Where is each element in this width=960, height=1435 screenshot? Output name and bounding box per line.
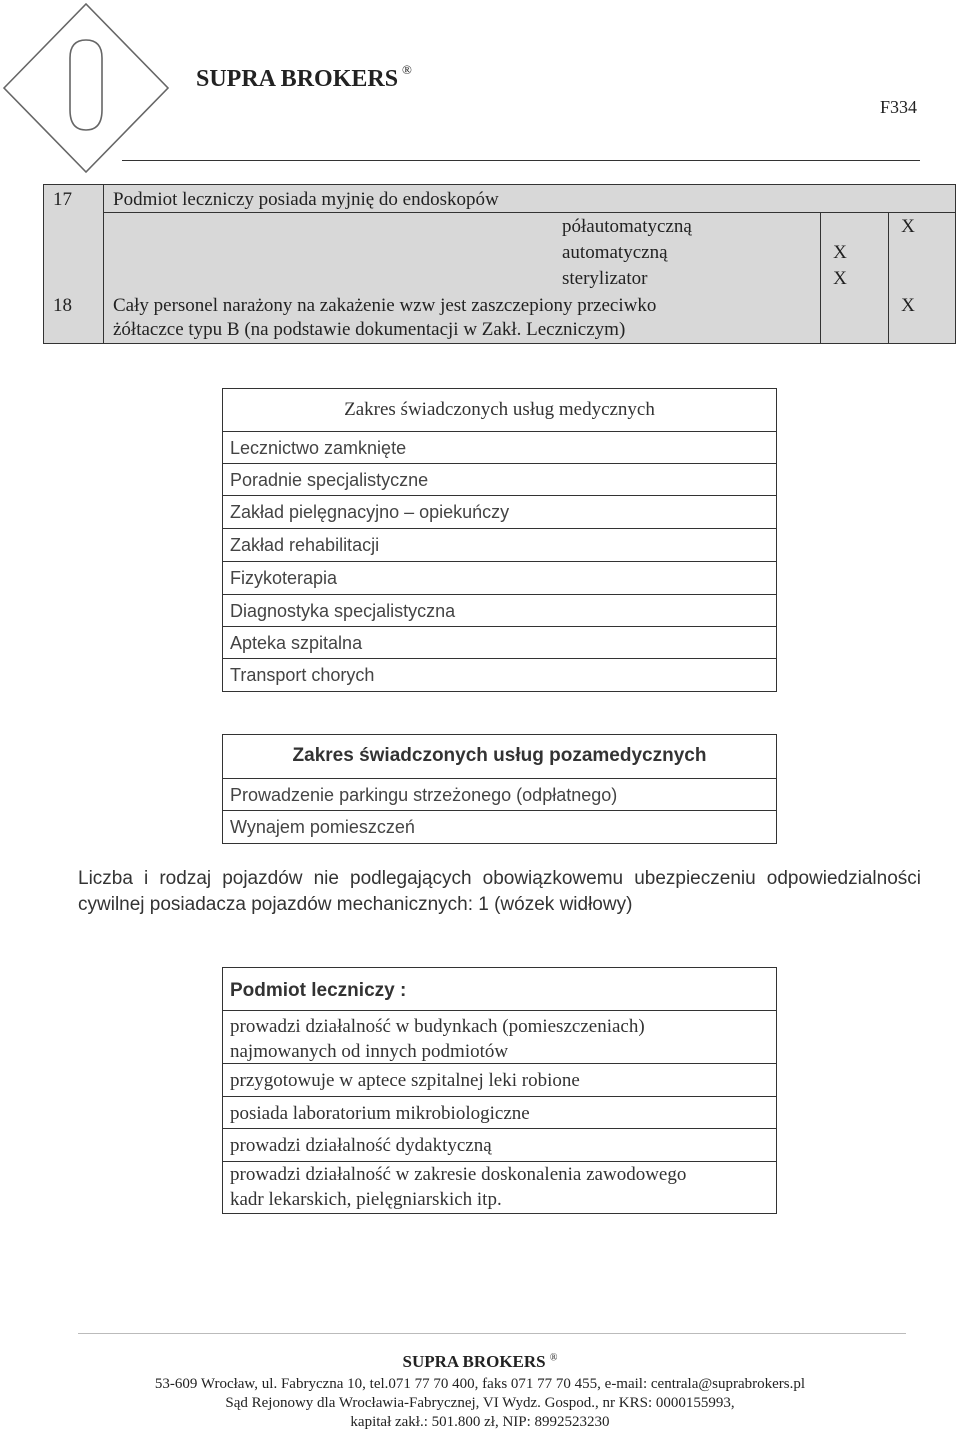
table-title: Zakres świadczonych usług medycznych (344, 399, 655, 420)
table-row (223, 810, 776, 837)
service-item: Apteka szpitalna (230, 633, 363, 653)
option-label: automatyczną (562, 242, 668, 263)
table-row (223, 1128, 776, 1156)
footer-court: Sąd Rejonowy dla Wrocławia-Fabrycznej, VI Wydz. Gospod., nr KRS: 0000155993, (225, 1395, 735, 1411)
row-text: Cały personel narażony na zakażenie wzw jest zaszczepiony przeciwko (113, 295, 657, 316)
table-row (223, 495, 776, 522)
vehicles-paragraph: Liczba i rodzaj pojazdów nie podlegających obowiązkowemu ubezpieczeniu odpowiedzialności cywilnej posiadacza pojazdów mechanicznych: 1 (wózek widłowy) (78, 868, 921, 915)
footer-divider (78, 1333, 906, 1334)
service-item: Poradnie specjalistyczne (230, 470, 429, 490)
entity-activities-table (222, 967, 777, 1214)
row-text: żółtaczce typu B (na podstawie dokumentacji w Zakł. Leczniczym) (113, 319, 626, 340)
row-number: 17 (53, 189, 72, 210)
service-item: Wynajem pomieszczeń (230, 817, 415, 837)
check-mark: X (833, 242, 847, 263)
service-item: Zakład rehabilitacji (230, 535, 380, 555)
footer-brand: SUPRA BROKERS ® (402, 1352, 558, 1371)
activity-line: prowadzi działalność dydaktyczną (230, 1135, 492, 1156)
check-mark: X (901, 216, 915, 237)
service-item: Zakład pielęgnacyjno – opiekuńczy (230, 502, 510, 522)
registered-mark: ® (549, 1352, 558, 1364)
medical-services-table (222, 388, 777, 692)
nonmedical-services-table (222, 734, 777, 844)
col-divider (888, 212, 889, 343)
activity-line: prowadzi działalność w budynkach (pomieszczeniach) (230, 1016, 645, 1037)
header-divider (122, 160, 920, 161)
row-text: Podmiot leczniczy posiada myjnię do endoskopów (113, 189, 499, 210)
check-mark: X (833, 268, 847, 289)
footer-address: 53-609 Wrocław, ul. Fabryczna 10, tel.071 77 70 400, faks 071 77 70 455, e-mail: centrala@suprabrokers.pl (154, 1376, 806, 1392)
activity-line: kadr lekarskich, pielęgniarskich itp. (230, 1189, 502, 1210)
table-row (223, 528, 776, 555)
equipment-table (43, 184, 956, 344)
footer-capital: kapitał zakł.: 501.800 zł, NIP: 8992523230 (350, 1414, 610, 1430)
activity-line: najmowanych od innych podmiotów (230, 1041, 509, 1062)
service-item: Prowadzenie parkingu strzeżonego (odpłatnego) (230, 785, 618, 805)
service-item: Diagnostyka specjalistyczna (230, 601, 456, 621)
table-row (223, 594, 776, 621)
table-row (223, 1010, 776, 1062)
registered-mark: ® (402, 62, 412, 77)
col-divider (103, 185, 104, 343)
service-item: Fizykoterapia (230, 568, 338, 588)
table-row (223, 778, 776, 805)
table-row (223, 463, 776, 490)
table-row (223, 658, 776, 685)
table-row (223, 561, 776, 588)
option-label: półautomatyczną (562, 216, 692, 237)
row-divider (103, 212, 955, 213)
table-row (223, 1096, 776, 1124)
table-row (223, 1063, 776, 1091)
document-id: F334 (880, 97, 918, 117)
table-row (223, 1161, 776, 1210)
activity-line: prowadzi działalność w zakresie doskonalenia zawodowego (230, 1164, 687, 1185)
activity-line: przygotowuje w aptece szpitalnej leki robione (230, 1070, 580, 1091)
table-title: Podmiot leczniczy : (230, 980, 407, 1001)
option-label: sterylizator (562, 268, 648, 289)
brand-name: SUPRA BROKERS ® (196, 62, 412, 92)
activity-line: posiada laboratorium mikrobiologiczne (230, 1103, 530, 1124)
table-row (223, 431, 776, 458)
service-item: Transport chorych (230, 665, 375, 685)
check-mark: X (901, 295, 915, 316)
company-logo (0, 0, 195, 175)
col-divider (820, 212, 821, 343)
row-number: 18 (53, 295, 72, 316)
table-row (223, 626, 776, 653)
service-item: Lecznictwo zamknięte (230, 438, 407, 458)
table-title: Zakres świadczonych usług pozamedycznych (292, 745, 707, 766)
